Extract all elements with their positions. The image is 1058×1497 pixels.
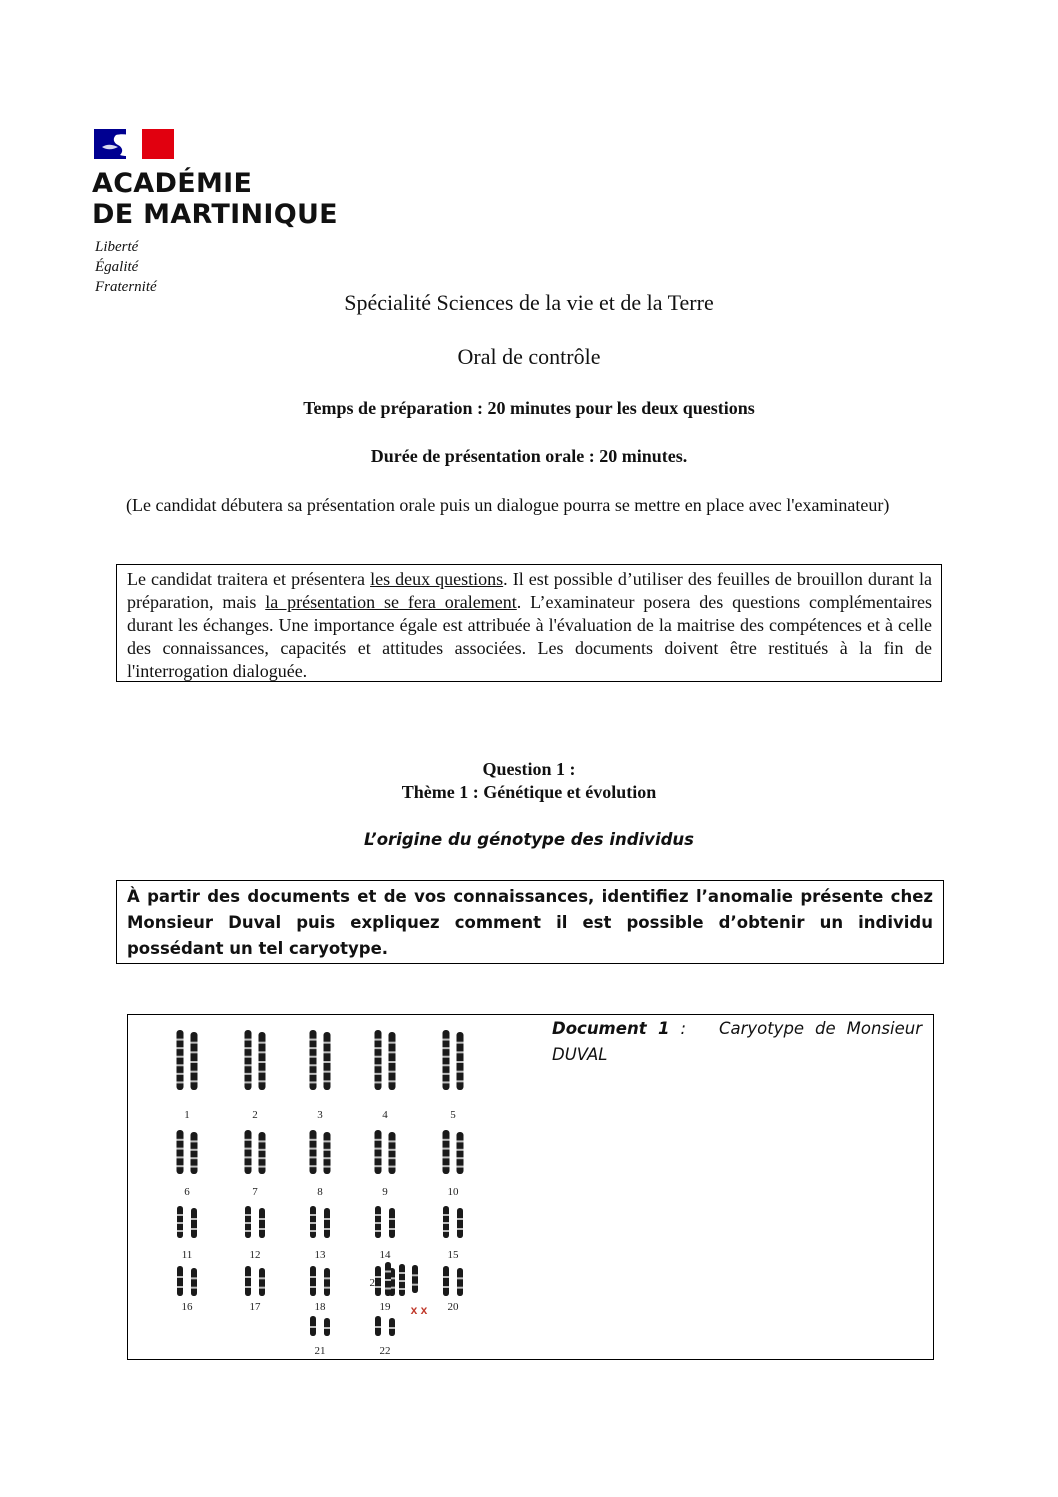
chromosome-pair-14 <box>375 1206 395 1238</box>
chromosome-pair-22 <box>375 1316 395 1336</box>
exam-title: Oral de contrôle <box>457 344 601 369</box>
question1-theme: Thème 1 : Génétique et évolution <box>401 782 657 802</box>
motto-fraternite: Fraternité <box>95 279 157 295</box>
pair-number-11: 11 <box>181 1249 193 1261</box>
chromosome-pair-16 <box>177 1266 197 1296</box>
chromosome-pair-18 <box>310 1266 330 1296</box>
pair-number-9: 9 <box>382 1186 388 1198</box>
chromosome-pair-7 <box>245 1130 266 1174</box>
pair-number-21: 21 <box>314 1345 326 1357</box>
pair-number-22: 22 <box>379 1345 391 1357</box>
chromosome-pair-9 <box>375 1130 396 1174</box>
pair-number-12: 12 <box>249 1249 261 1261</box>
instructions-part1: Le candidat traitera et présentera <box>127 569 371 589</box>
pair-number-17: 17 <box>249 1301 261 1313</box>
pair-number-3: 3 <box>317 1109 323 1121</box>
marianne-flag-logo <box>94 129 174 159</box>
instructions-underline2: la présentation se fera oralement <box>265 592 517 612</box>
motto-liberte: Liberté <box>95 239 139 255</box>
pair-number-13: 13 <box>314 1249 326 1261</box>
intro-note: (Le candidat débutera sa présentation orale puis un dialogue pourra se mettre en place avec l'examinateur) <box>126 495 890 515</box>
chromosome-pair-13 <box>310 1206 330 1238</box>
pair-number-4: 4 <box>382 1109 388 1121</box>
chromosome-pair-2 <box>245 1030 266 1090</box>
karyotype-image <box>145 1018 540 1358</box>
pair-number-7: 7 <box>252 1186 258 1198</box>
pair-number-10: 10 <box>447 1186 459 1198</box>
question1-prompt-box: À partir des documents et de vos connaissances, identifiez l’anomalie présente chez Monsieur Duval puis expliquez comment il est possible d’obtenir un individu possédant un tel caryotype. <box>116 880 944 964</box>
chromosome-pair-10 <box>443 1130 464 1174</box>
chromosome-pair-1 <box>177 1030 198 1090</box>
chromosome-pair-12 <box>245 1206 265 1238</box>
sex-chromosome-marks: x x <box>410 1303 428 1317</box>
pair-number-6: 6 <box>184 1186 190 1198</box>
pair-number-2: 2 <box>252 1109 258 1121</box>
instructions-box <box>116 564 942 682</box>
chromosome-pair-15 <box>443 1206 463 1238</box>
pair-number-1: 1 <box>184 1109 190 1121</box>
chromosome-pair-11 <box>177 1206 197 1238</box>
pair-number-20: 20 <box>447 1301 459 1313</box>
pair-number-8: 8 <box>317 1186 323 1198</box>
chromosome-pair-20 <box>443 1266 463 1296</box>
chromosome-pair-4 <box>375 1030 396 1090</box>
chromosome-pair-6 <box>177 1130 198 1174</box>
pair-number-19: 19 <box>379 1301 391 1313</box>
chromosome-pair-8 <box>310 1130 331 1174</box>
document1-caption <box>552 1016 922 1068</box>
pair-number-18: 18 <box>314 1301 326 1313</box>
specialty-title: Spécialité Sciences de la vie et de la Terre <box>344 290 714 315</box>
pair-number-16: 16 <box>181 1301 193 1313</box>
instructions-underline1: les deux questions <box>370 569 504 589</box>
pair-number-23: 23 <box>369 1277 381 1289</box>
document1-caption-text: Caryotype de Monsieur DUVAL <box>552 1019 922 1064</box>
instructions-part3: . L’examinateur posera des questions complémentaires durant les échanges. Une importance égale est attribuée à l'évaluation de la maitrise des compétences et à celle des connaissances, capacités et attitudes associées. Les documents doivent être restitués à la fin de l'interrogation dialoguée. <box>127 592 932 681</box>
pair-number-5: 5 <box>450 1109 456 1121</box>
question1-label: Question 1 : <box>482 759 576 779</box>
chromosome-pair-21 <box>310 1316 330 1336</box>
document1-label: Document 1 <box>552 1019 670 1038</box>
chromosome-pair-3 <box>310 1030 331 1090</box>
document1-colon: : <box>669 1019 698 1038</box>
question1-subtitle: L’origine du génotype des individus <box>364 830 694 849</box>
pair-number-15: 15 <box>447 1249 459 1261</box>
academy-name-line1: ACADÉMIE <box>92 168 253 199</box>
instructions-part2: . Il est possible d’utiliser des feuilles de brouillon durant la préparation, mais <box>127 569 932 612</box>
chromosome-pair-17 <box>245 1266 265 1296</box>
presentation-duration: Durée de présentation orale : 20 minutes. <box>370 446 688 466</box>
academy-name-line2: DE MARTINIQUE <box>92 199 338 230</box>
chromosome-pair-23 <box>385 1262 418 1296</box>
preparation-time: Temps de préparation : 20 minutes pour les deux questions <box>303 398 755 418</box>
pair-number-14: 14 <box>379 1249 391 1261</box>
motto-egalite: Égalité <box>95 259 139 275</box>
chromosome-pair-5 <box>443 1030 464 1090</box>
